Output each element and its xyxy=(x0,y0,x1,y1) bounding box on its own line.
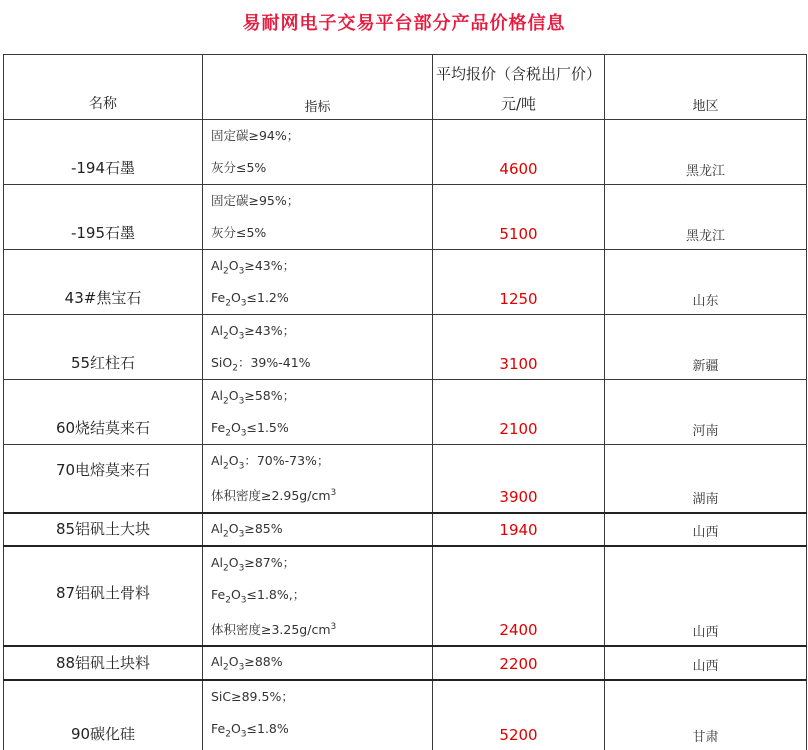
table-row xyxy=(4,315,807,380)
cell-price: 2100 xyxy=(433,380,605,445)
cell-region: 山西 xyxy=(605,546,807,646)
cell-name: 90碳化硅 xyxy=(4,680,203,750)
spec-line: $Fe_2O_3\le 1.8\%$ xyxy=(211,720,289,739)
spec-line: $Fe_2O_3\le 1.2\%$ xyxy=(211,290,289,309)
header-region: 地区 xyxy=(605,55,807,120)
spec-line: 体积密度$\ge 2.95g/cm^3$ xyxy=(211,488,337,504)
table-row xyxy=(4,646,807,680)
table-row xyxy=(4,546,807,646)
cell-region: 黑龙江 xyxy=(605,120,807,185)
cell-price: 5100 xyxy=(433,185,605,250)
spec-line: $Al_2O_3\ge 43\%$； xyxy=(211,258,296,277)
spec-line: $Al_2O_3$：70%-73%； xyxy=(211,453,330,472)
cell-region: 甘肃 xyxy=(605,680,807,750)
cell-name: 88铝矾土块料 xyxy=(4,646,203,680)
table-row xyxy=(4,513,807,546)
spec-line: SiO$_2$：39%-41% xyxy=(211,355,311,374)
spec-line: 体积密度$\ge 3.25g/cm^3$ xyxy=(211,621,337,637)
spec-line: 固定碳≥95%； xyxy=(211,193,300,208)
spec-line: 固定碳≥94%； xyxy=(211,128,300,143)
cell-name: -195石墨 xyxy=(4,185,203,250)
spec-line: $Al_2O_3\ge 43\%$； xyxy=(211,323,296,342)
page-title: 易耐网电子交易平台部分产品价格信息 xyxy=(242,13,566,34)
cell-spec xyxy=(203,513,433,546)
cell-region: 山西 xyxy=(605,513,807,546)
cell-spec xyxy=(203,680,433,750)
table-row xyxy=(4,680,807,750)
price-table xyxy=(3,54,807,750)
cell-region: 河南 xyxy=(605,380,807,445)
table-header-row xyxy=(4,55,807,120)
cell-price: 4600 xyxy=(433,120,605,185)
cell-spec xyxy=(203,445,433,513)
cell-name: 55红柱石 xyxy=(4,315,203,380)
spec-line: $Al_2O_3\ge 85\%$ xyxy=(211,520,283,539)
spec-line: $Al_2O_3\ge 58\%$； xyxy=(211,388,296,407)
spec-line: $Fe_2O_3\le 1.8\%$,； xyxy=(211,586,306,605)
cell-region: 黑龙江 xyxy=(605,185,807,250)
cell-name: 85铝矾土大块 xyxy=(4,513,203,546)
header-price: 平均报价（含税出厂价）元/吨 xyxy=(433,55,605,120)
spec-line: $Al_2O_3\ge 88\%$ xyxy=(211,653,283,672)
cell-region: 山西 xyxy=(605,646,807,680)
table-row xyxy=(4,120,807,185)
cell-price: 3100 xyxy=(433,315,605,380)
cell-region: 湖南 xyxy=(605,445,807,513)
cell-price: 2200 xyxy=(433,646,605,680)
header-name: 名称 xyxy=(4,55,203,120)
table-row xyxy=(4,380,807,445)
cell-price: 5200 xyxy=(433,680,605,750)
cell-name: -194石墨 xyxy=(4,120,203,185)
table-row xyxy=(4,185,807,250)
cell-price: 1940 xyxy=(433,513,605,546)
cell-spec xyxy=(203,250,433,315)
cell-price: 3900 xyxy=(433,445,605,513)
cell-spec xyxy=(203,380,433,445)
cell-spec xyxy=(203,546,433,646)
spec-line: 灰分≤5% xyxy=(211,160,267,175)
cell-name: 87铝矾土骨料 xyxy=(4,546,203,646)
cell-spec xyxy=(203,120,433,185)
cell-name: 60烧结莫来石 xyxy=(4,380,203,445)
table-row xyxy=(4,445,807,513)
spec-line: $Fe_2O_3\le 1.5\%$ xyxy=(211,420,289,439)
cell-spec xyxy=(203,646,433,680)
spec-line: $Al_2O_3\ge 87\%$； xyxy=(211,554,296,573)
table-row xyxy=(4,250,807,315)
spec-line: SiC≥89.5%； xyxy=(211,688,294,704)
cell-region: 山东 xyxy=(605,250,807,315)
cell-price: 1250 xyxy=(433,250,605,315)
cell-spec xyxy=(203,315,433,380)
cell-name: 70电熔莫来石 xyxy=(4,445,203,513)
cell-name: 43#焦宝石 xyxy=(4,250,203,315)
cell-region: 新疆 xyxy=(605,315,807,380)
spec-line: 灰分≤5% xyxy=(211,225,267,240)
cell-price: 2400 xyxy=(433,546,605,646)
header-spec: 指标 xyxy=(203,55,433,120)
cell-spec xyxy=(203,185,433,250)
